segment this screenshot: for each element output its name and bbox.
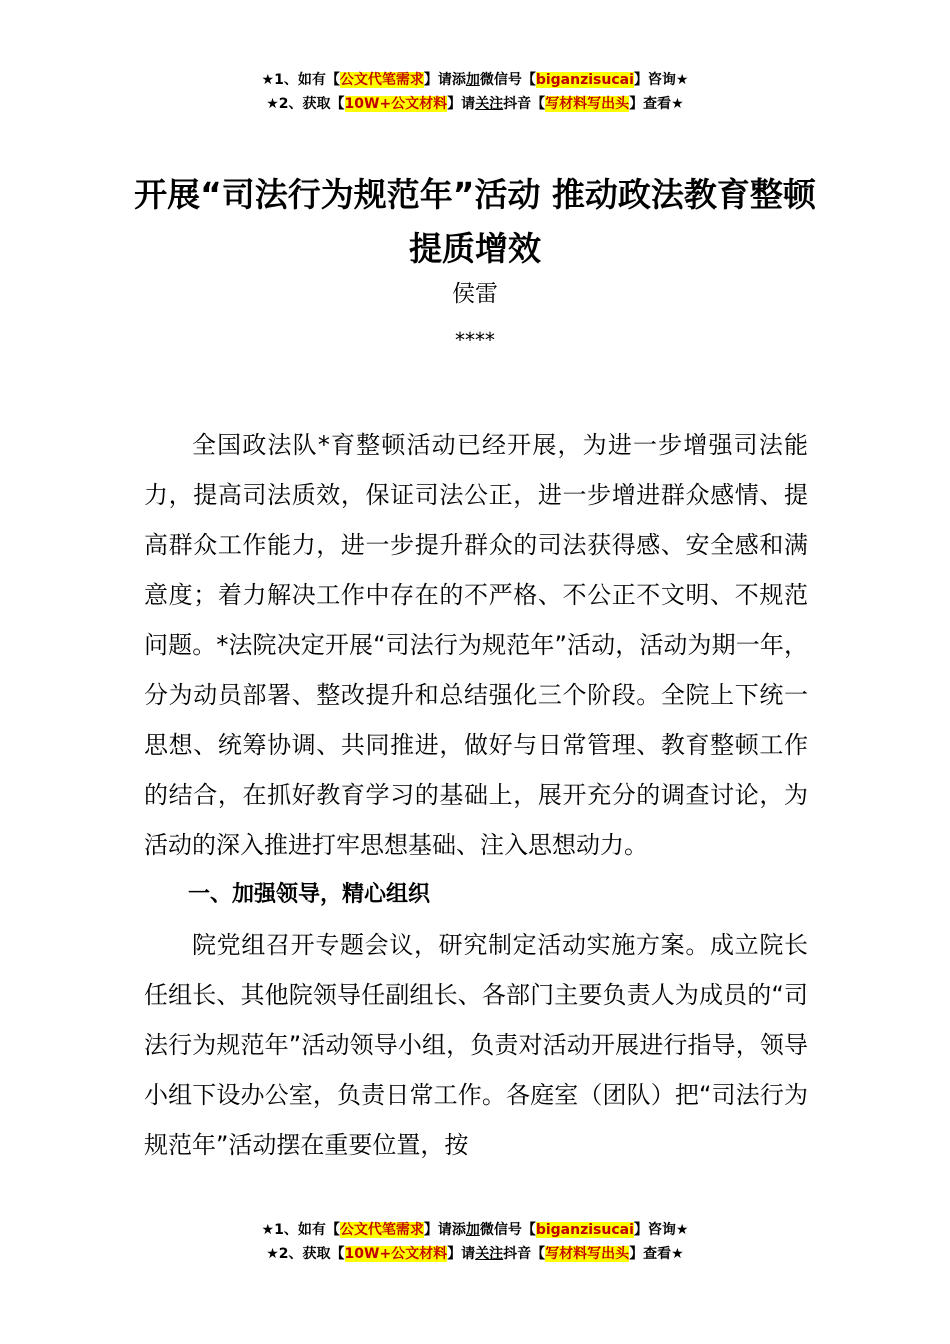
banner-line-2: ★2、获取【10W+公文材料】请关注抖音【写材料写出头】查看★: [266, 1246, 684, 1262]
author-org: ****: [455, 328, 495, 352]
banner-line-1: ★1、如有【公文代笔需求】请添加微信号【biganzisucai】咨询★: [261, 72, 689, 88]
header-banner: [0, 68, 950, 116]
banner-line-1: ★1、如有【公文代笔需求】请添加微信号【biganzisucai】咨询★: [261, 1222, 689, 1238]
section-heading-1: 一、加强领导，精心组织: [188, 882, 431, 907]
author-name: 侯雷: [452, 281, 498, 307]
body-paragraph-1: 全国政法队*育整顿活动已经开展，为进一步增强司法能力，提高司法质效，保证司法公正，进一步增进群众感情、提高群众工作能力，进一步提升群众的司法获得感、安全感和满意度；着力解决工作中存在的不严格、不公正不文明、不规范问题。*法院决定开展“司法行为规范年”活动，活动为期一年，分为动员部署、整改提升和总结强化三个阶段。全院上下统一思想、统筹协调、共同推进，做好与日常管理、教育整顿工作的结合，在抓好教育学习的基础上，展开充分的调查讨论，为活动的深入推进打牢思想基础、注入思想动力。: [144, 431, 808, 859]
banner-line-2: ★2、获取【10W+公文材料】请关注抖音【写材料写出头】查看★: [266, 96, 684, 112]
body-paragraph-2: 院党组召开专题会议，研究制定活动实施方案。成立院长任组长、其他院领导任副组长、各部门主要负责人为成员的“司法行为规范年”活动领导小组，负责对活动开展进行指导，领导小组下设办公室，负责日常工作。各庭室（团队）把“司法行为规范年”活动摆在重要位置，按: [144, 931, 808, 1159]
document-body: [144, 420, 808, 1170]
document-title: 开展“司法行为规范年”活动 推动政法教育整顿提质增效: [134, 175, 816, 268]
footer-banner: [0, 1218, 950, 1266]
